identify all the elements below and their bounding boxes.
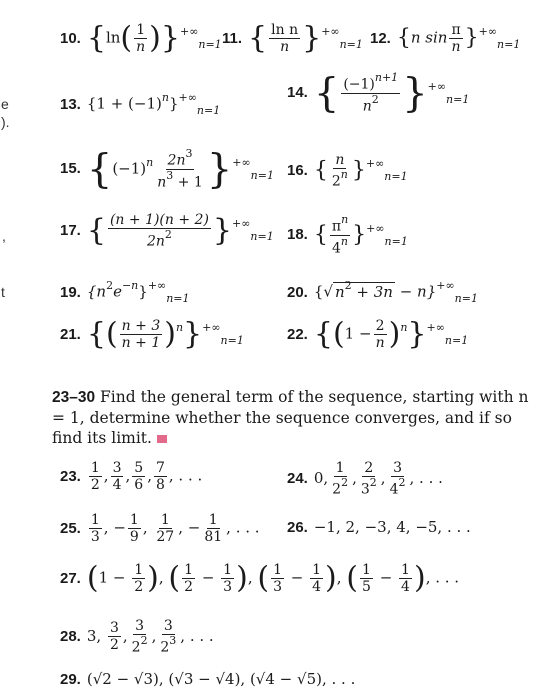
exercise-number: 26.	[287, 519, 308, 536]
exercise-number: 27.	[60, 569, 81, 587]
exercise-15: 15. {(−1)n $\frac{2n3}{n3 + 1}$ }+∞n=1	[60, 146, 274, 193]
exercise-number: 15.	[60, 160, 81, 178]
exercise-number: 13.	[60, 95, 81, 113]
exercise-23: 23. $\frac{1}{2}$ , $\frac{3}{4}$ , $\frac{5}{6}$ , $\frac{7}{8}$ , . . .	[60, 460, 203, 494]
exercise-number: 21.	[60, 325, 81, 343]
exercise-28: 28. 3, $\frac{3}{2}$ , $\frac{3}{22}$ , $\frac{3}{23}$ , . . .	[60, 618, 214, 656]
exercise-number: 23.	[60, 467, 81, 485]
exercise-14: 14. { $\frac{(-1)n+1}{n2}$ }+∞n=1	[287, 70, 470, 117]
exercise-22: 22. {(1 − $\frac{2}{n}$ )n}+∞n=1	[287, 316, 469, 352]
exercise-number: 14.	[287, 84, 308, 102]
exercise-number: 10.	[60, 29, 81, 47]
exercise-number: 19.	[60, 283, 81, 301]
exercise-number: 16.	[287, 161, 308, 179]
exercise-number: 29.	[60, 671, 81, 688]
exercise-number: 24.	[287, 469, 308, 487]
exercise-number: 22.	[287, 325, 308, 343]
exercise-27: 27. (1 − $\frac{1}{2}$ ), ( $\frac{1}{2}$ − $\frac{1}{3}$ ), ( $\frac{1}{3}$ − $\frac{1}{4}$ ), ( $\frac{1}{5}$ − $\frac{1}{4}$ ), . . .	[60, 560, 460, 596]
margin-fragment: e	[1, 96, 9, 112]
margin-fragment: ).	[1, 114, 10, 130]
exercise-number: 20.	[287, 283, 308, 301]
margin-fragment: ,	[2, 228, 6, 244]
exercise-number: 28.	[60, 627, 81, 645]
marker-icon	[157, 435, 167, 443]
exercise-10: 10. {ln( $\frac{1}{n}$ )}+∞n=1	[60, 20, 222, 56]
exercise-13: 13. {1 + (−1)n}+∞n=1	[60, 91, 221, 118]
exercise-number: 25.	[60, 519, 81, 537]
instructions-paragraph: 23–30 Find the general term of the sequence, starting with n = 1, determine whether the sequence converges, and if so find its limit.	[52, 388, 529, 447]
exercise-25: 25. $\frac{1}{3}$ , − $\frac{1}{9}$ , $\frac{1}{27}$ , − $\frac{1}{81}$ , . . .	[60, 512, 260, 546]
exercise-number: 18.	[287, 226, 308, 244]
exercise-20: 20. {√ n2 + 3n − n}+∞n=1	[287, 279, 478, 306]
exercise-number: 11.	[222, 29, 243, 47]
exercise-26: 26. −1, 2, −3, 4, −5, . . .	[287, 518, 471, 536]
exercise-18: 18. { $\frac{\pi n}{4n}$ }+∞n=1	[287, 213, 408, 257]
margin-fragment: t	[1, 284, 5, 300]
exercise-11: 11. { $\frac{\text{ln n}}{n}$ }+∞n=1	[222, 20, 363, 56]
exercise-number: 12.	[370, 29, 391, 47]
exercise-16: 16. { $\frac{n}{2n}$ }+∞n=1	[287, 152, 408, 190]
exercise-24: 24. 0, $\frac{1}{22}$ , $\frac{2}{32}$ , $\frac{3}{42}$ , . . .	[287, 460, 443, 498]
exercise-21: 21. {( $\frac{n + 3}{n + 1}$ )n}+∞n=1	[60, 316, 244, 352]
exercise-29: 29. (√2 − √3), (√3 − √4), (√4 − √5), . . .	[60, 670, 356, 688]
exercise-19: 19. {n2e−n}+∞n=1	[60, 279, 190, 306]
exercise-number: 17.	[60, 221, 81, 239]
exercise-17: 17. { $\frac{(n + 1)(n + 2)}{2n2}$ }+∞n=1	[60, 212, 274, 250]
exercise-12: 12. {n sin $\frac{\pi}{n}$ }+∞n=1	[370, 22, 521, 56]
